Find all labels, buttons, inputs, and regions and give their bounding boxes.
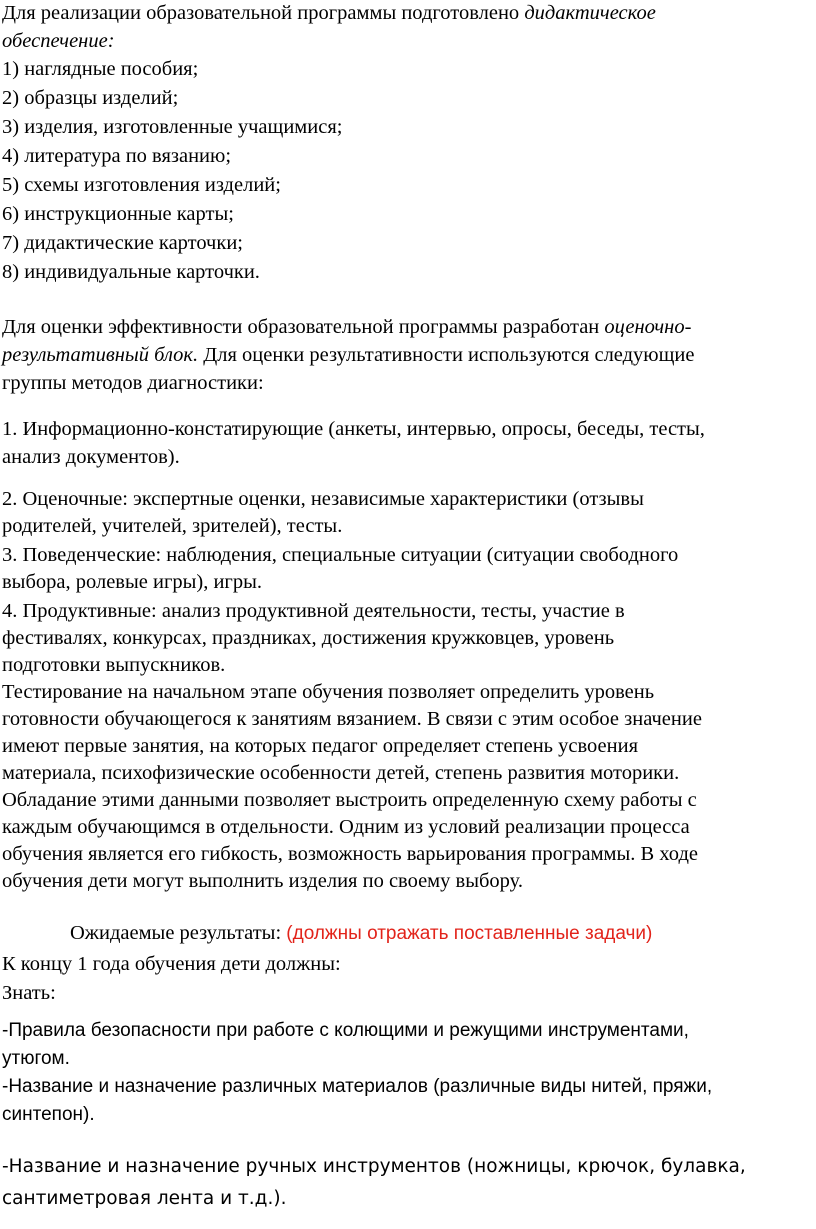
method-item: подготовки выпускников.	[2, 654, 226, 676]
didactic-list-item: 4) литература по вязанию;	[2, 145, 232, 167]
testing-paragraph-line: Тестирование на начальном этапе обучения позволяет определить уровень	[2, 681, 655, 703]
result-item: синтепон).	[2, 1104, 95, 1125]
testing-paragraph-line: Обладание этими данными позволяет выстроить определенную схему работы с	[2, 789, 697, 811]
didactic-list-item: 2) образцы изделий;	[2, 87, 179, 109]
results-know-label: Знать:	[2, 982, 56, 1004]
didactic-list-item: 1) наглядные пособия;	[2, 58, 199, 80]
method-item: 4. Продуктивные: анализ продуктивной деятельности, тесты, участие в	[2, 600, 625, 622]
method-item: 1. Информационно-констатирующие (анкеты, интервью, опросы, беседы, тесты,	[2, 418, 705, 440]
didactic-intro: Для реализации образовательной программы подготовлено дидактическое	[2, 2, 656, 24]
method-item: фестивалях, конкурсах, праздниках, достижения кружковцев, уровень	[2, 627, 615, 649]
didactic-list-item: 6) инструкционные карты;	[2, 203, 234, 225]
result-item: сантиметровая лента и т.д.).	[2, 1188, 287, 1209]
didactic-list-item: 8) индивидуальные карточки.	[2, 261, 260, 283]
result-item: -Правила безопасности при работе с колющими и режущими инструментами,	[2, 1020, 689, 1041]
testing-paragraph-line: готовности обучающегося к занятиям вязанием. В связи с этим особое значение	[2, 708, 702, 730]
didactic-list-item: 7) дидактические карточки;	[2, 232, 243, 254]
method-item: родителей, учителей, зрителей), тесты.	[2, 515, 343, 537]
method-item: анализ документов).	[2, 446, 180, 468]
testing-paragraph-line: материала, психофизические особенности детей, степень развития моторики.	[2, 762, 680, 784]
method-item: 3. Поведенческие: наблюдения, специальные ситуации (ситуации свободного	[2, 544, 679, 566]
testing-paragraph-line: каждым обучающимся в отдельности. Одним из условий реализации процесса	[2, 816, 690, 838]
testing-paragraph-line: обучения является его гибкость, возможность варьирования программы. В ходе	[2, 843, 698, 865]
evaluation-paragraph-line: группы методов диагностики:	[2, 372, 264, 394]
results-heading: Ожидаемые результаты: (должны отражать поставленные задачи)	[70, 922, 653, 944]
didactic-intro-continued: обеспечение:	[2, 30, 115, 52]
evaluation-paragraph-line: Для оценки эффективности образовательной программы разработан оценочно-	[2, 316, 692, 338]
didactic-list-item: 5) схемы изготовления изделий;	[2, 174, 281, 196]
result-item: утюгом.	[2, 1048, 70, 1069]
method-item: выбора, ролевые игры), игры.	[2, 571, 262, 593]
didactic-list-item: 3) изделия, изготовленные учащимися;	[2, 116, 343, 138]
testing-paragraph-line: обучения дети могут выполнить изделия по своему выбору.	[2, 870, 523, 892]
result-item: -Название и назначение ручных инструментов (ножницы, крючок, булавка,	[2, 1156, 746, 1177]
result-item: -Название и назначение различных материалов (различные виды нитей, пряжи,	[2, 1076, 713, 1097]
testing-paragraph-line: имеют первые занятия, на которых педагог определяет степень усвоения	[2, 735, 639, 757]
results-year-line: К концу 1 года обучения дети должны:	[2, 953, 341, 975]
evaluation-paragraph-line: результативный блок. Для оценки результативности используются следующие	[2, 344, 695, 366]
method-item: 2. Оценочные: экспертные оценки, независимые характеристики (отзывы	[2, 488, 644, 510]
